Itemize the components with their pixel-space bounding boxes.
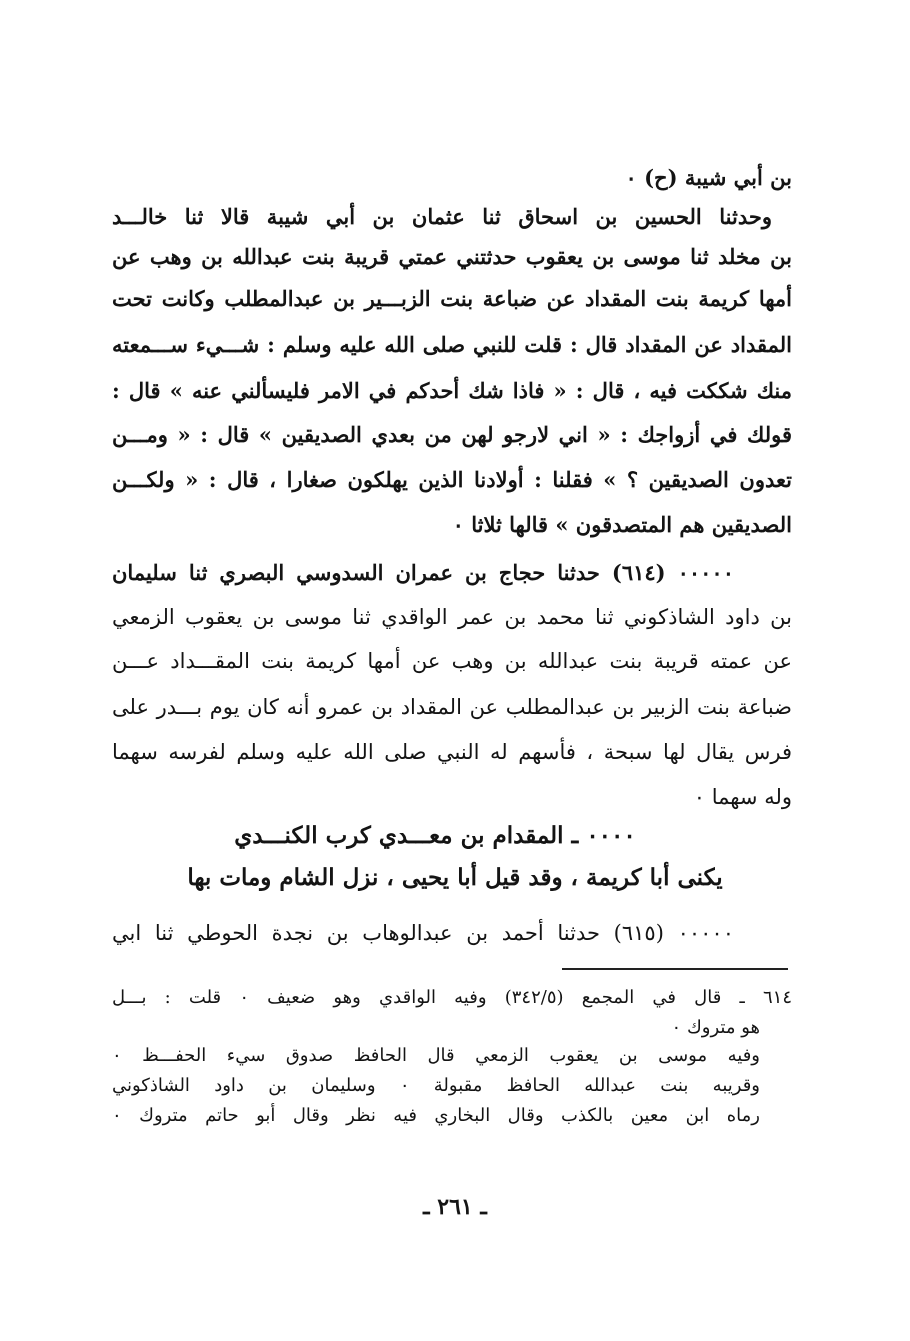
text-line-9: الصديقين هم المتصدقون » قالها ثلاثا ٠ xyxy=(452,512,792,537)
text-line-14: فرس يقال لها سبحة ، فأسهم له النبي صلى الله عليه وسلم لفرسه سهما xyxy=(112,740,793,764)
footnote-line-4: وقريبه بنت عبدالله الحافظ مقبولة ٠ وسليمان بن داود الشاذكوني xyxy=(112,1075,760,1096)
text-line-7: قولك في أزواجك : « اني لارجو لهن من بعدي الصديقين » قال : « ومـــن xyxy=(112,422,792,447)
text-line-4: أمها كريمة بنت المقداد عن ضباعة بنت الزبـــير بن عبدالمطلب وكانت تحت xyxy=(112,286,792,311)
footnote-separator xyxy=(562,968,788,970)
footnote-line-2: هو متروك ٠ xyxy=(671,1017,760,1038)
footnote-line-5: رماه ابن معين بالكذب وقال البخاري فيه نظر وقال أبو حاتم متروك ٠ xyxy=(112,1105,760,1126)
text-line-15: وله سهما ٠ xyxy=(693,785,792,809)
text-line-3: بن مخلد ثنا موسى بن يعقوب حدثتني عمتي قريبة بنت عبدالله بن وهب عن xyxy=(112,244,792,269)
text-line-6: منك شككت فيه ، قال : « فاذا شك أحدكم في الامر فليسألني عنه » قال : xyxy=(112,378,792,403)
hadith-614-opening: ٠٠٠٠٠ (٦١٤) حدثنا حجاج بن عمران السدوسي البصري ثنا سليمان xyxy=(112,560,734,585)
text-line-5: المقداد عن المقداد قال : قلت للنبي صلى الله عليه وسلم : شـــيء ســـمعته xyxy=(112,332,792,357)
text-line-1: بن أبي شيبة (ح) ٠ xyxy=(625,165,792,190)
section-heading: ٠٠٠٠ ـ المقدام بن معـــدي كرب الكنـــدي xyxy=(234,822,636,849)
text-line-2: وحدثنا الحسين بن اسحاق ثنا عثمان بن أبي شيبة قالا ثنا خالـــد xyxy=(112,204,772,229)
text-line-11: بن داود الشاذكوني ثنا محمد بن عمر الواقدي ثنا موسى بن يعقوب الزمعي xyxy=(112,605,792,629)
text-line-12: عن عمته قريبة بنت عبدالله بن وهب عن أمها كريمة بنت المقـــداد عـــن xyxy=(112,649,792,673)
footnote-line-1: ٦١٤ ـ قال في المجمع (٣٤٢/٥) وفيه الواقدي وهو ضعيف ٠ قلت : بـــل xyxy=(112,987,792,1008)
section-subheading: يكنى أبا كريمة ، وقد قيل أبا يحيى ، نزل الشام ومات بها xyxy=(187,864,723,891)
text-line-13: ضباعة بنت الزبير بن عبدالمطلب عن المقداد بن عمرو أنه كان يوم بـــدر على xyxy=(112,695,792,719)
page-number: ـ ٢٦١ ـ xyxy=(423,1194,487,1220)
footnote-line-3: وفيه موسى بن يعقوب الزمعي قال الحافظ صدوق سيء الحفـــظ ٠ xyxy=(112,1045,760,1066)
text-line-8: تعدون الصديقين ؟ » فقلنا : أولادنا الذين يهلكون صغارا ، قال : « ولكـــن xyxy=(112,467,792,492)
hadith-615-opening: ٠٠٠٠٠ (٦١٥) حدثنا أحمد بن عبدالوهاب بن نجدة الحوطي ثنا ابي xyxy=(112,921,734,945)
